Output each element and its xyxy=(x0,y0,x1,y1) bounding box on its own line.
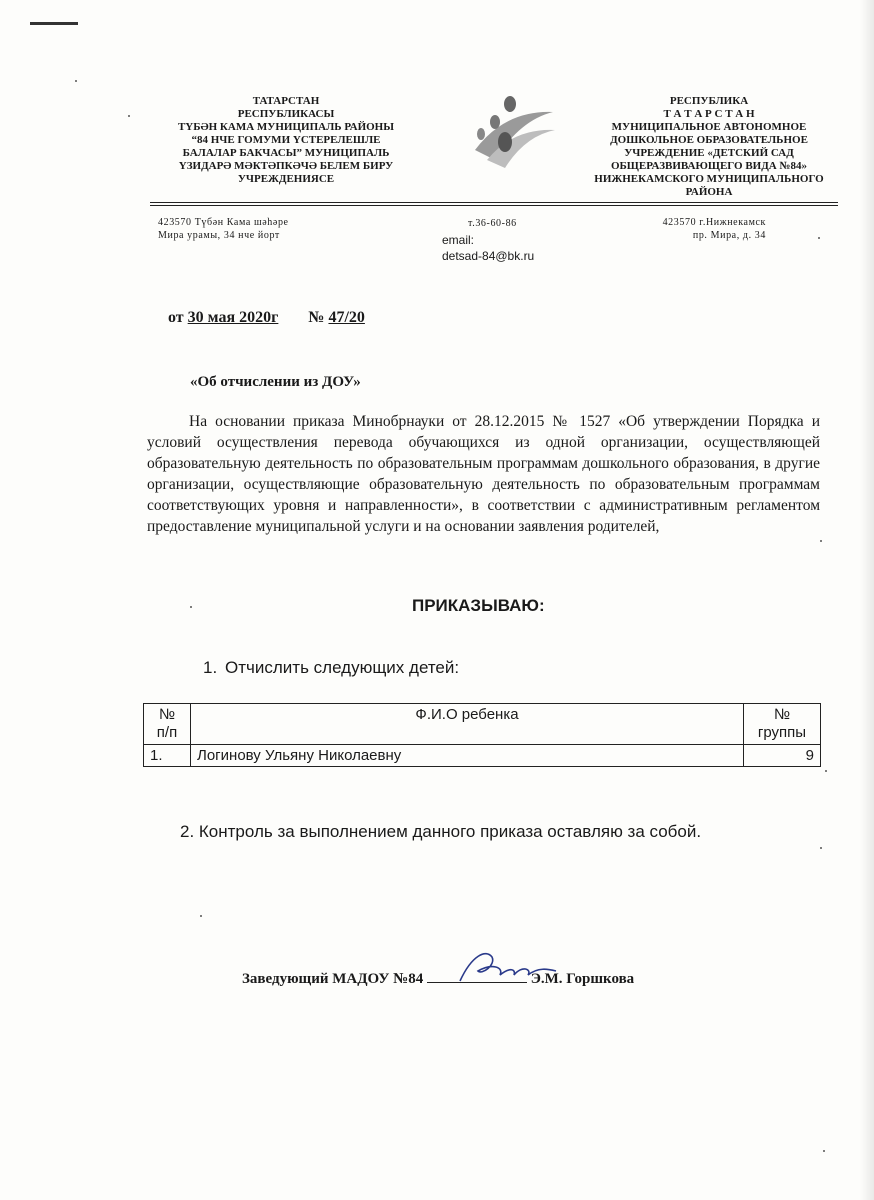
scan-speck xyxy=(128,115,130,117)
header-right-russian xyxy=(585,95,833,199)
header-left-line: РЕСПУБЛИКАСЫ xyxy=(237,108,335,120)
scan-speck xyxy=(200,915,202,917)
row-name: Логинову Ульяну Николаевну xyxy=(191,745,744,767)
header-right-line: Т А Т А Р С Т А Н xyxy=(663,108,755,120)
scan-speck xyxy=(190,606,192,608)
header-group-line1: № xyxy=(773,706,791,723)
header-right-line: ДОШКОЛЬНОЕ ОБРАЗОВАТЕЛЬНОЕ xyxy=(610,134,808,146)
order-date-number xyxy=(168,309,365,327)
scan-speck xyxy=(75,80,77,82)
header-right-line: РЕСПУБЛИКА xyxy=(669,95,749,107)
header-right-line: ОБЩЕРАЗВИВАЮЩЕГО ВИДА №84» xyxy=(610,160,808,172)
header-num-line1: № xyxy=(158,706,176,723)
header-right-line: УЧРЕЖДЕНИЕ «ДЕТСКИЙ САД xyxy=(624,147,794,159)
item-text: Отчислить следующих детей: xyxy=(225,658,460,677)
signer-name: Э.М. Горшкова xyxy=(530,971,635,987)
scan-speck xyxy=(818,237,820,239)
scan-speck xyxy=(820,540,822,542)
order-date: 30 мая 2020г xyxy=(187,309,279,326)
order-number: 47/20 xyxy=(328,309,365,326)
signer-position: Заведующий МАДОУ №84 xyxy=(242,971,424,987)
header-left-line: ТҮБӘН КАМА МУНИЦИПАЛЬ РАЙОНЫ xyxy=(177,121,395,133)
header-left-line: “84 НЧЕ ГОМУМИ ҮСТЕРЕЛЕШЛЕ xyxy=(191,134,381,146)
header-left-line: УЧРЕЖДЕНИЯСЕ xyxy=(237,173,335,185)
table-header-row xyxy=(144,704,821,745)
address-line: 423570 г.Нижнекамск xyxy=(662,217,766,228)
header-num xyxy=(144,704,191,745)
row-num: 1. xyxy=(144,745,191,767)
address-tatar xyxy=(158,216,289,242)
order-command: ПРИКАЗЫВАЮ: xyxy=(412,596,545,615)
header-left-tatar xyxy=(150,95,422,186)
header-group xyxy=(744,704,821,745)
header-left-line: ҮЗИДАРӘ МӘКТӘПКӘЧӘ БЕЛЕМ БИРУ xyxy=(178,160,394,172)
scan-speck xyxy=(823,1150,825,1152)
scan-mark xyxy=(30,22,78,25)
scan-speck xyxy=(820,847,822,849)
item-number: 1. xyxy=(203,658,218,677)
order-prefix: от xyxy=(168,309,188,326)
email-label: email: xyxy=(442,233,475,247)
phone-number: т.36-60-86 xyxy=(468,218,517,229)
order-preamble: На основании приказа Минобрнауки от 28.12.2015 № 1527 «Об утверждении Порядка и условий осуществления перевода обучающихся из одной организации, осуществляющей образовательную деятельность по образовательным программам дошкольного образования, в другие организации, осуществляющие образовательную деятельность по образовательным программам соответствующих уровня и направленности», в соответствии с административным регламентом предоставление муниципальной услуги и на основании заявления родителей, xyxy=(147,413,820,535)
contact-block xyxy=(442,216,534,264)
order-subject: «Об отчислении из ДОУ» xyxy=(190,374,361,390)
address-line: Мира урамы, 34 нче йорт xyxy=(158,230,280,241)
scan-speck xyxy=(825,770,827,772)
header-group-line2: группы xyxy=(757,724,807,741)
address-line: 423570 Түбән Кама шәһәре xyxy=(158,217,289,228)
header-left-line: ТАТАРСТАН xyxy=(252,95,320,107)
row-group: 9 xyxy=(744,745,821,767)
header-name: Ф.И.О ребенка xyxy=(191,704,744,745)
header-num-line2: п/п xyxy=(156,724,178,741)
header-right-line: НИЖНЕКАМСКОГО МУНИЦИПАЛЬНОГО xyxy=(594,173,824,185)
order-item-2: 2. Контроль за выполнением данного приказа оставляю за собой. xyxy=(180,822,702,841)
institution-logo-icon xyxy=(465,90,560,180)
header-divider xyxy=(150,202,838,203)
order-number-label: № xyxy=(308,309,329,326)
header-right-line: МУНИЦИПАЛЬНОЕ АВТОНОМНОЕ xyxy=(611,121,807,133)
header-left-line: БАЛАЛАР БАКЧАСЫ” МУНИЦИПАЛЬ xyxy=(182,147,390,159)
email-address: detsad-84@bk.ru xyxy=(442,249,535,263)
children-table xyxy=(143,703,821,767)
scan-edge-shadow xyxy=(860,0,874,1200)
header-right-line: РАЙОНА xyxy=(685,186,733,198)
order-item-1 xyxy=(203,658,459,678)
address-russian xyxy=(634,216,766,242)
signature-block xyxy=(242,968,634,988)
address-line: пр. Мира, д. 34 xyxy=(692,230,766,241)
table-row xyxy=(144,745,821,767)
handwritten-signature-icon xyxy=(452,945,562,990)
header-divider xyxy=(150,205,838,206)
